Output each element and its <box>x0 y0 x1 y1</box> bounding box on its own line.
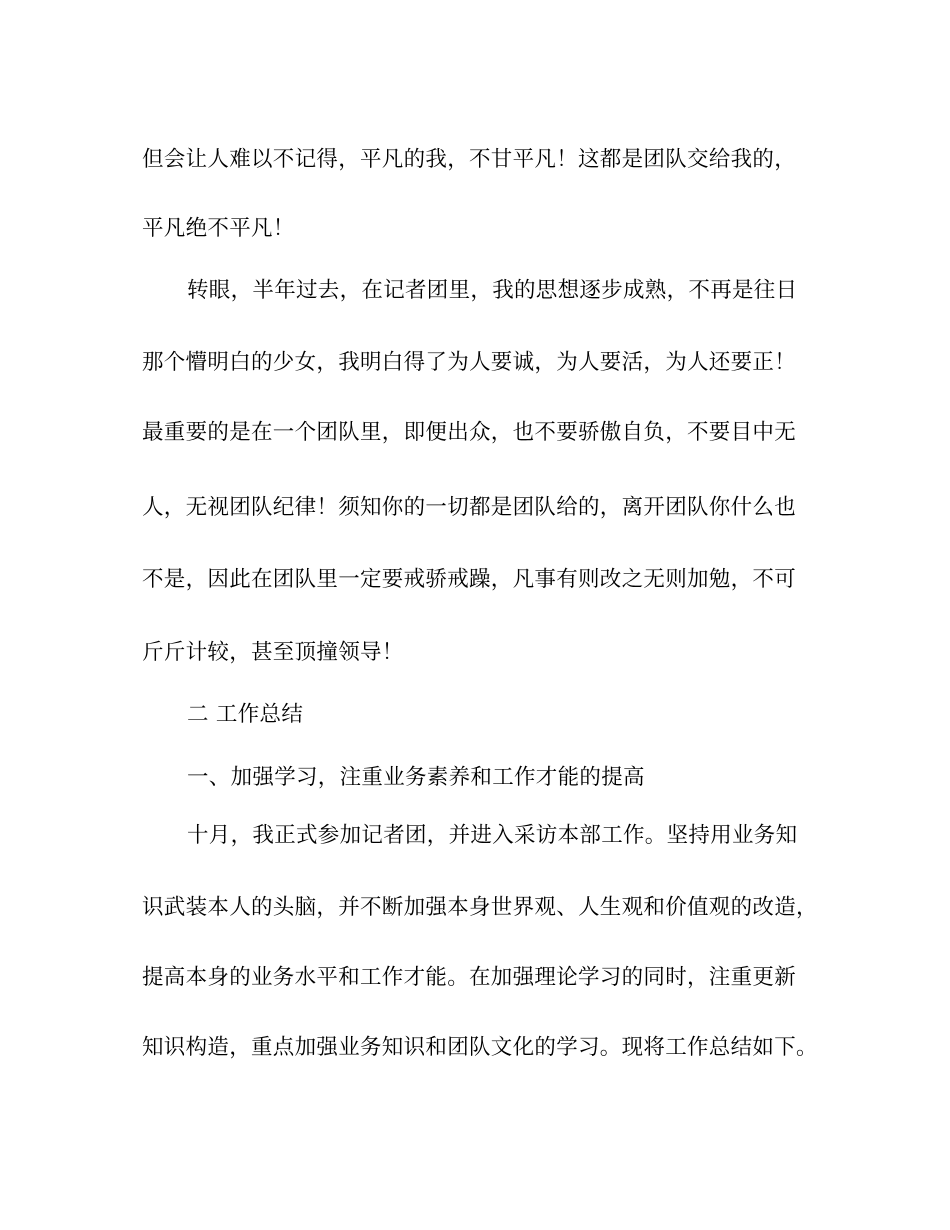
body-text-line: 但会让人难以不记得，平凡的我，不甘平凡！这都是团队交给我的， <box>142 147 797 172</box>
paragraph-first-line: 十月，我正式参加记者团，并进入采访本部工作。坚持用业务知 <box>187 823 798 848</box>
body-text-line: 知识构造，重点加强业务知识和团队文化的学习。现将工作总结如下。 <box>142 1035 818 1060</box>
body-text-line: 斤斤计较，甚至顶撞领导！ <box>142 640 404 665</box>
subsection-heading: 一、加强学习，注重业务素养和工作才能的提高 <box>187 765 645 790</box>
body-text-line: 识武装本人的头脑，并不断加强本身世界观、人生观和价值观的改造， <box>142 895 818 920</box>
body-text-line: 那个懵明白的少女，我明白得了为人要诚，为人要活，为人还要正！ <box>142 350 797 375</box>
body-text-line: 人，无视团队纪律！须知你的一切都是团队给的，离开团队你什么也 <box>142 495 797 520</box>
section-heading: 二 工作总结 <box>187 702 304 727</box>
body-text-line: 平凡绝不平凡！ <box>142 216 295 241</box>
body-text-line: 不是，因此在团队里一定要戒骄戒躁，凡事有则改之无则加勉，不可 <box>142 567 797 592</box>
body-text-line: 最重要的是在一个团队里，即便出众，也不要骄傲自负，不要目中无 <box>142 420 797 445</box>
paragraph-first-line: 转眼，半年过去，在记者团里，我的思想逐步成熟，不再是往日 <box>187 278 798 303</box>
body-text-line: 提高本身的业务水平和工作才能。在加强理论学习的同时，注重更新 <box>142 965 797 990</box>
